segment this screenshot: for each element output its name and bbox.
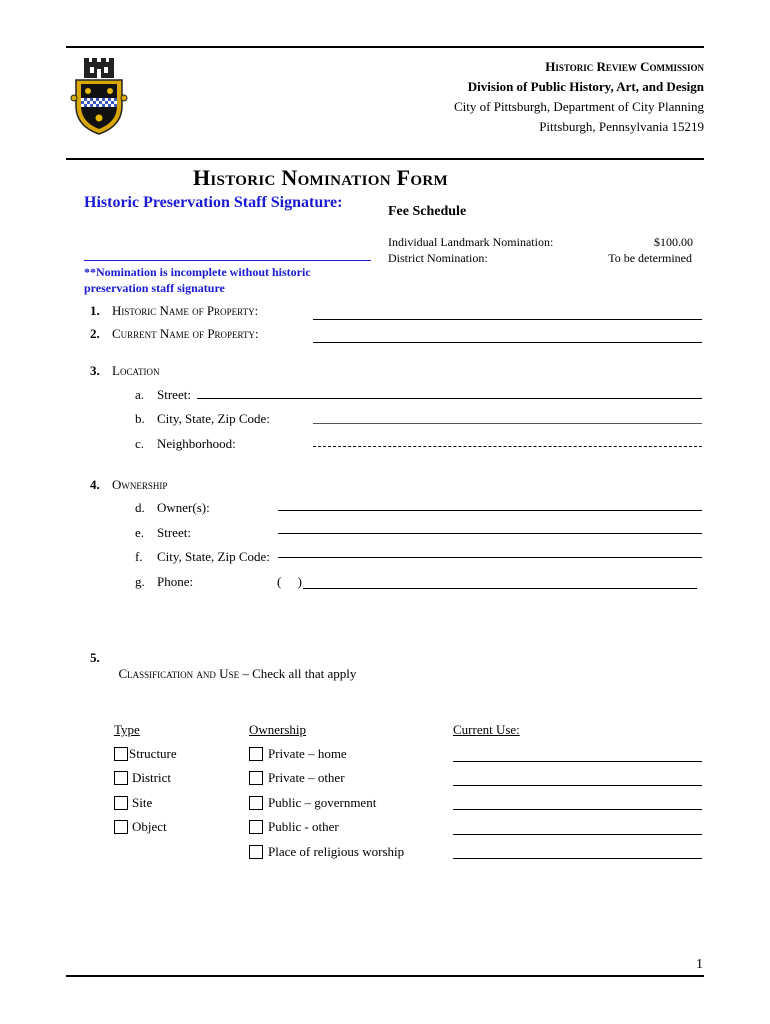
historic-name-label: Historic Name of Property: (112, 303, 259, 318)
field-letter: f. (135, 549, 143, 564)
fee-item-label: Individual Landmark Nomination: (388, 235, 554, 249)
owner-city-label: City, State, Zip Code: (157, 549, 270, 564)
neighborhood-label: Neighborhood: (157, 436, 236, 451)
footer-rule (66, 975, 704, 977)
location-street-field[interactable] (197, 398, 702, 399)
current-use-column-heading: Current Use: (453, 722, 520, 737)
owner-street-field[interactable] (278, 533, 702, 534)
type-site-checkbox[interactable] (114, 796, 128, 810)
classification-heading (112, 650, 356, 682)
staff-signature-label: Historic Preservation Staff Signature: (84, 194, 343, 211)
fee-item-label: District Nomination: (388, 251, 488, 265)
ownership-public-other-label: Public - other (268, 819, 339, 834)
neighborhood-field[interactable] (313, 446, 702, 447)
division-name: Division of Public History, Art, and Design (467, 79, 704, 94)
ownership-public-government-checkbox[interactable] (249, 796, 263, 810)
ownership-column-heading: Ownership (249, 722, 307, 737)
ownership-private-other-label: Private – other (268, 770, 345, 785)
classification-label: Classification and Use (118, 666, 240, 681)
ownership-private-home-label: Private – home (268, 746, 347, 761)
fee-item-value: To be determined (608, 251, 692, 265)
classification-instruction: – Check all that apply (239, 666, 357, 681)
field-letter: a. (135, 387, 145, 402)
current-use-field[interactable] (453, 761, 702, 762)
fee-item-value: $100.00 (654, 235, 693, 249)
phone-label: Phone: (157, 574, 194, 589)
section-number: 5. (90, 650, 100, 665)
type-district-label: District (132, 770, 171, 785)
type-structure-checkbox[interactable] (114, 747, 128, 761)
owner-city-field[interactable] (278, 557, 702, 558)
location-heading: Location (112, 363, 160, 378)
ownership-public-government-label: Public – government (268, 795, 377, 810)
phone-field[interactable] (303, 588, 697, 589)
address: Pittsburgh, Pennsylvania 15219 (539, 119, 704, 134)
staff-signature-line[interactable] (84, 260, 371, 261)
section-number: 1. (90, 303, 100, 318)
current-use-field[interactable] (453, 809, 702, 810)
ownership-heading: Ownership (112, 477, 168, 492)
commission-name: Historic Review Commission (545, 59, 704, 74)
page-title: Historic Nomination Form (193, 165, 448, 190)
field-letter: g. (135, 574, 145, 589)
current-use-field[interactable] (453, 834, 702, 835)
header-rule (66, 158, 704, 160)
ownership-religious-checkbox[interactable] (249, 845, 263, 859)
city-seal-logo (70, 58, 128, 136)
section-number: 2. (90, 326, 100, 341)
ownership-private-home-checkbox[interactable] (249, 747, 263, 761)
location-city-field[interactable] (313, 423, 702, 424)
page-number: 1 (696, 957, 703, 972)
owner-label: Owner(s): (157, 500, 210, 515)
section-number: 3. (90, 363, 100, 378)
top-rule (66, 46, 704, 48)
field-letter: d. (135, 500, 145, 515)
location-city-label: City, State, Zip Code: (157, 411, 270, 426)
signature-note-line1: **Nomination is incomplete without historic (84, 265, 311, 279)
signature-note-line2: preservation staff signature (84, 281, 225, 295)
type-column-heading: Type (114, 722, 140, 737)
type-site-label: Site (132, 795, 153, 810)
historic-name-field[interactable] (313, 319, 702, 320)
department-name: City of Pittsburgh, Department of City Planning (453, 99, 704, 114)
field-letter: c. (135, 436, 145, 451)
type-district-checkbox[interactable] (114, 771, 128, 785)
current-name-field[interactable] (313, 342, 702, 343)
owner-field[interactable] (278, 510, 702, 511)
type-object-checkbox[interactable] (114, 820, 128, 834)
field-letter: b. (135, 411, 145, 426)
ownership-public-other-checkbox[interactable] (249, 820, 263, 834)
ownership-religious-label: Place of religious worship (268, 844, 405, 859)
location-street-label: Street: (157, 387, 191, 402)
current-use-field[interactable] (453, 858, 702, 859)
type-object-label: Object (132, 819, 167, 834)
current-name-label: Current Name of Property: (112, 326, 259, 341)
type-structure-label: Structure (129, 746, 177, 761)
fee-schedule-heading: Fee Schedule (388, 204, 467, 219)
owner-street-label: Street: (157, 525, 191, 540)
current-use-field[interactable] (453, 785, 702, 786)
field-letter: e. (135, 525, 145, 540)
section-number: 4. (90, 477, 100, 492)
ownership-private-other-checkbox[interactable] (249, 771, 263, 785)
phone-area-code: ( ) (277, 574, 302, 589)
